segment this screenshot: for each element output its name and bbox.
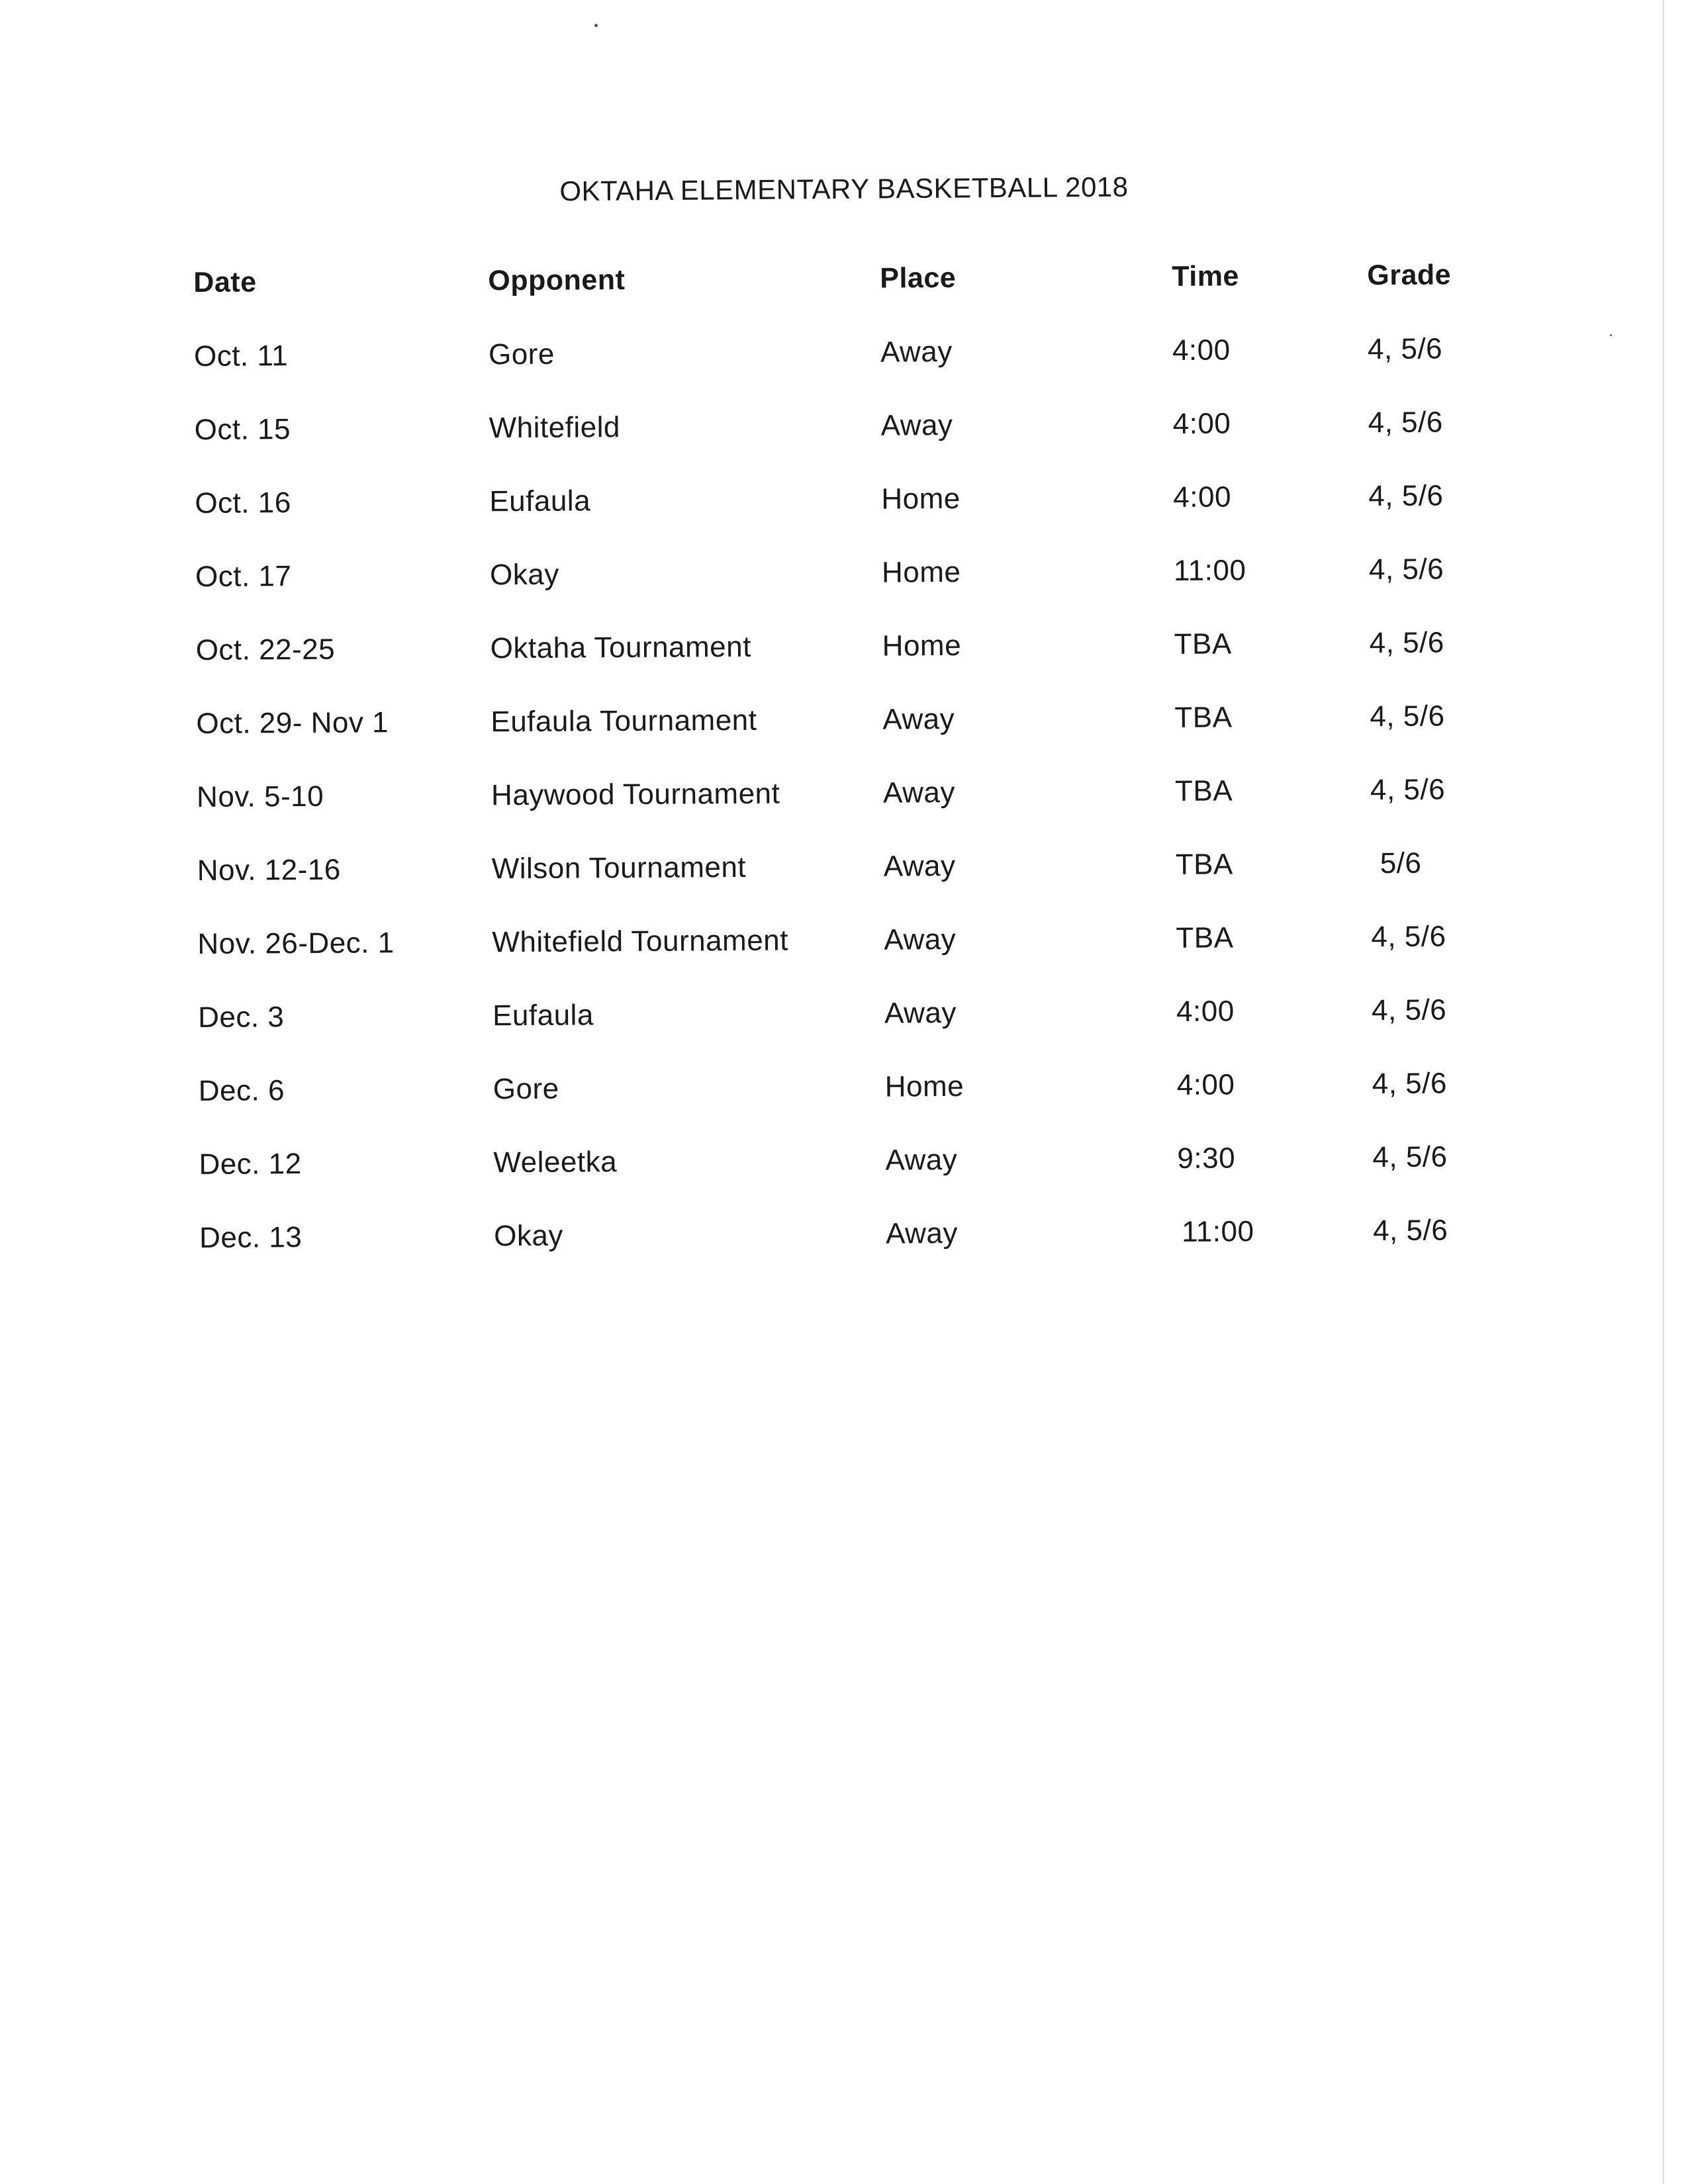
table-row [196, 679, 1494, 760]
table-row [194, 312, 1492, 393]
game-time: 4:00 [1176, 994, 1235, 1028]
game-opponent: Gore [488, 338, 555, 371]
game-place: Away [883, 849, 956, 883]
game-date: Dec. 3 [197, 1000, 285, 1034]
game-time: 11:00 [1181, 1214, 1254, 1248]
game-grade: 4, 5/6 [1372, 1066, 1448, 1100]
column-header-place: Place [880, 261, 957, 295]
game-date: Dec. 13 [199, 1220, 303, 1254]
game-grade: 4, 5/6 [1370, 699, 1445, 733]
table-row [194, 385, 1492, 467]
game-date: Nov. 12-16 [197, 853, 341, 887]
table-row [199, 1120, 1497, 1201]
game-grade: 4, 5/6 [1368, 405, 1443, 439]
game-place: Away [880, 335, 953, 369]
game-place: Home [881, 555, 961, 589]
game-opponent: Eufaula [492, 998, 594, 1032]
game-place: Away [880, 408, 953, 442]
table-row [198, 973, 1496, 1054]
game-grade: 4, 5/6 [1372, 1140, 1448, 1173]
game-time: 4:00 [1172, 333, 1231, 367]
game-place: Home [881, 482, 961, 516]
schedule-table [193, 238, 1497, 1275]
game-date: Oct. 22-25 [195, 633, 336, 666]
game-time: 4:00 [1173, 480, 1232, 514]
table-header-row [193, 238, 1491, 320]
scan-speck [594, 24, 598, 27]
game-time: 9:30 [1177, 1141, 1236, 1175]
game-place: Away [882, 702, 955, 736]
game-time: 4:00 [1172, 406, 1231, 440]
game-opponent: Okay [489, 558, 559, 591]
game-place: Home [884, 1069, 964, 1103]
game-grade: 4, 5/6 [1368, 552, 1444, 586]
game-grade: 5/6 [1380, 846, 1422, 880]
game-time: 4:00 [1176, 1068, 1235, 1101]
game-opponent: Wilson Tournament [491, 850, 747, 885]
game-grade: 4, 5/6 [1371, 993, 1447, 1026]
table-row [197, 826, 1495, 907]
game-opponent: Whitefield [489, 410, 621, 444]
game-place: Away [885, 1216, 959, 1250]
game-place: Away [884, 996, 957, 1030]
game-date: Nov. 26-Dec. 1 [197, 926, 395, 960]
game-date: Dec. 6 [198, 1073, 285, 1107]
game-grade: 4, 5/6 [1368, 478, 1444, 512]
game-grade: 4, 5/6 [1372, 1213, 1448, 1247]
game-time: 11:00 [1173, 553, 1246, 587]
game-opponent: Eufaula Tournament [491, 704, 757, 738]
game-place: Away [885, 1143, 958, 1177]
table-row [195, 606, 1493, 687]
game-opponent: Weleetka [493, 1145, 618, 1179]
game-date: Oct. 29- Nov 1 [196, 705, 389, 740]
game-time: TBA [1174, 627, 1232, 660]
column-header-date: Date [193, 266, 257, 298]
game-place: Home [882, 629, 962, 662]
game-date: Oct. 16 [195, 486, 291, 520]
game-opponent: Gore [492, 1072, 559, 1105]
game-opponent: Oktaha Tournament [490, 630, 752, 664]
column-header-time: Time [1172, 260, 1240, 293]
game-grade: 4, 5/6 [1371, 919, 1446, 953]
column-header-grade: Grade [1367, 259, 1452, 292]
table-row [197, 899, 1495, 981]
game-time: TBA [1175, 847, 1233, 881]
game-grade: 4, 5/6 [1367, 332, 1443, 365]
game-opponent: Whitefield Tournament [492, 924, 789, 958]
game-opponent: Haywood Tournament [491, 777, 780, 811]
game-time: TBA [1174, 700, 1233, 734]
game-time: TBA [1174, 774, 1233, 807]
table-row [195, 459, 1493, 540]
game-date: Nov. 5-10 [196, 780, 324, 813]
game-grade: 4, 5/6 [1370, 772, 1446, 806]
table-row [198, 1046, 1496, 1128]
game-time: TBA [1176, 921, 1234, 954]
table-row [199, 1193, 1497, 1275]
document-title: OKTAHA ELEMENTARY BASKETBALL 2018 [559, 171, 1129, 207]
game-date: Oct. 11 [193, 339, 289, 373]
game-date: Dec. 12 [199, 1147, 302, 1181]
game-opponent: Okay [493, 1219, 563, 1252]
game-place: Away [884, 923, 957, 956]
page-edge-shadow [1662, 0, 1664, 2184]
scan-speck [1610, 334, 1612, 336]
game-date: Oct. 17 [195, 559, 292, 593]
table-row [197, 752, 1495, 834]
table-row [195, 532, 1493, 614]
game-grade: 4, 5/6 [1369, 625, 1444, 659]
game-place: Away [882, 776, 956, 809]
game-opponent: Eufaula [489, 484, 591, 518]
game-date: Oct. 15 [194, 412, 291, 446]
column-header-opponent: Opponent [488, 264, 626, 297]
